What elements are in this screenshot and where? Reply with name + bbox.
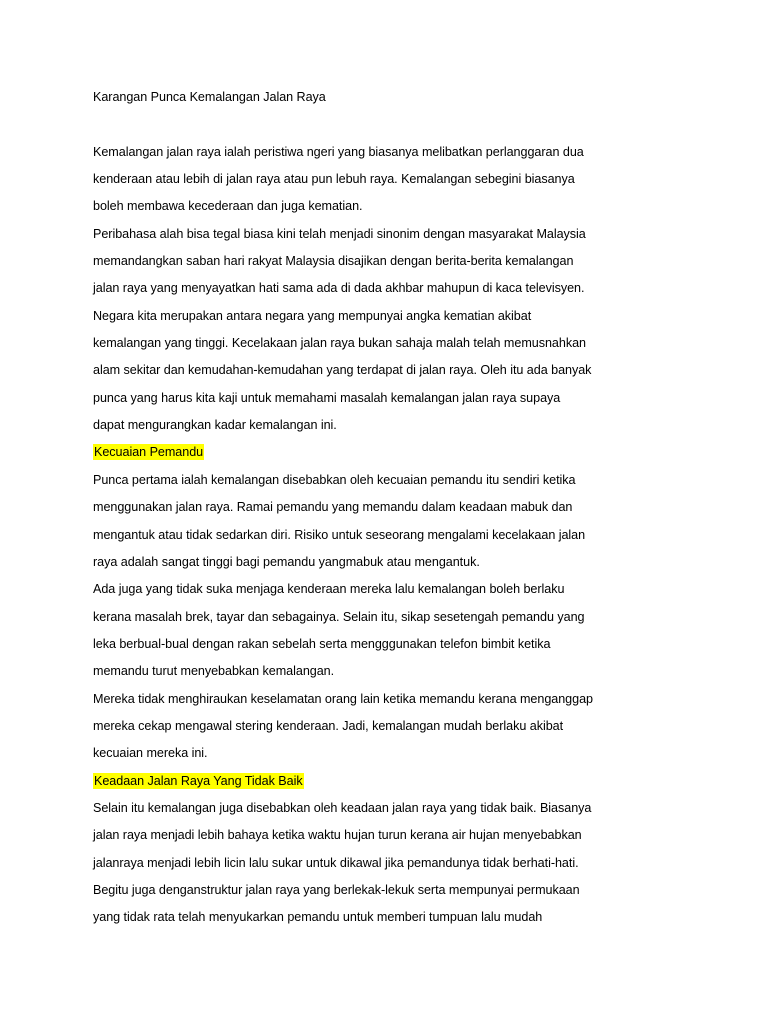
text-line: jalan raya menjadi lebih bahaya ketika waktu hujan turun kerana air hujan menyebabkan <box>93 828 582 843</box>
intro-paragraphs <box>93 139 653 440</box>
text-line: Begitu juga denganstruktur jalan raya yang berlekak-lekuk serta mempunyai permukaan <box>93 882 580 897</box>
text-line: dapat mengurangkan kadar kemalangan ini. <box>93 418 337 433</box>
text-line: memandu turut menyebabkan kemalangan. <box>93 664 335 679</box>
text-line: kerana masalah brek, tayar dan sebagainya. Selain itu, sikap sesetengah pemandu yang <box>93 609 585 624</box>
text-line: leka berbual-bual dengan rakan sebelah serta mengggunakan telefon bimbit ketika <box>93 636 551 651</box>
section-heading-keadaan-jalan-raya: Keadaan Jalan Raya Yang Tidak Baik <box>94 773 303 788</box>
section-heading-kecuaian-pemandu: Kecuaian Pemandu <box>94 445 204 460</box>
text-line: raya adalah sangat tinggi bagi pemandu yangmabuk atau mengantuk. <box>93 554 480 569</box>
text-line: Negara kita merupakan antara negara yang mempunyai angka kematian akibat <box>93 308 532 323</box>
text-line: Ada juga yang tidak suka menjaga kenderaan mereka lalu kemalangan boleh berlaku <box>93 582 565 597</box>
section1-paragraphs <box>93 467 653 768</box>
text-line: kenderaan atau lebih di jalan raya atau pun lebuh raya. Kemalangan sebegini biasanya <box>93 172 575 187</box>
text-line: mereka cekap mengawal stering kenderaan. Jadi, kemalangan mudah berlaku akibat <box>93 718 564 733</box>
text-line: mengantuk atau tidak sedarkan diri. Risiko untuk seseorang mengalami kecelakaan jalan <box>93 527 586 542</box>
text-line: boleh membawa kecederaan dan juga kematian. <box>93 199 363 214</box>
text-line: kecuaian mereka ini. <box>93 746 208 761</box>
section2-paragraphs <box>93 795 653 932</box>
text-line: Kemalangan jalan raya ialah peristiwa ngeri yang biasanya melibatkan perlanggaran dua <box>93 144 584 159</box>
text-line: Mereka tidak menghiraukan keselamatan orang lain ketika memandu kerana menganggap <box>93 691 594 706</box>
text-line: memandangkan saban hari rakyat Malaysia disajikan dengan berita-berita kemalangan <box>93 254 574 269</box>
text-line: yang tidak rata telah menyukarkan pemandu untuk memberi tumpuan lalu mudah <box>93 910 543 925</box>
text-line: menggunakan jalan raya. Ramai pemandu yang memandu dalam keadaan mabuk dan <box>93 500 573 515</box>
text-line: jalan raya yang menyayatkan hati sama ada di dada akhbar mahupun di kaca televisyen. <box>93 281 585 296</box>
document-body <box>93 84 653 932</box>
text-line: jalanraya menjadi lebih licin lalu sukar untuk dikawal jika pemandunya tidak berhati-hati. <box>93 855 579 870</box>
text-line: Selain itu kemalangan juga disebabkan oleh keadaan jalan raya yang tidak baik. Biasanya <box>93 800 592 815</box>
text-line: Peribahasa alah bisa tegal biasa kini telah menjadi sinonim dengan masyarakat Malaysia <box>93 226 586 241</box>
text-line: alam sekitar dan kemudahan-kemudahan yang terdapat di jalan raya. Oleh itu ada banyak <box>93 363 592 378</box>
text-line: Punca pertama ialah kemalangan disebabkan oleh kecuaian pemandu itu sendiri ketika <box>93 472 576 487</box>
text-line: punca yang harus kita kaji untuk memahami masalah kemalangan jalan raya supaya <box>93 390 561 405</box>
text-line: kemalangan yang tinggi. Kecelakaan jalan raya bukan sahaja malah telah memusnahkan <box>93 336 586 351</box>
section-heading-row <box>93 768 653 795</box>
section-heading-row <box>93 439 653 466</box>
document-title: Karangan Punca Kemalangan Jalan Raya <box>93 90 326 104</box>
